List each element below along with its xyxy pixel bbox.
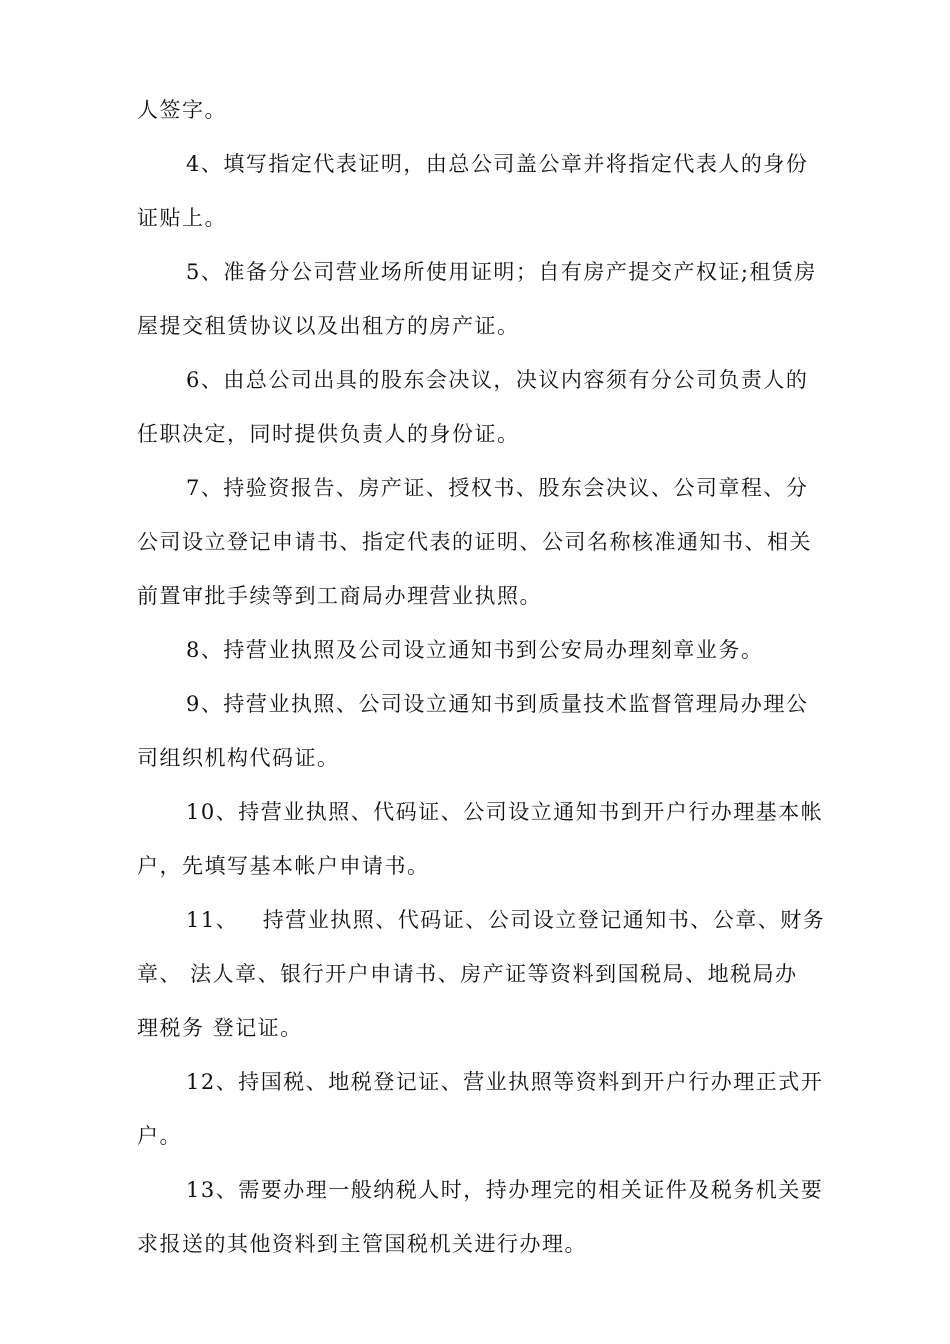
paragraph-line: 章、 法人章、银行开户申请书、房产证等资料到国税局、地税局办: [137, 962, 798, 986]
paragraph-line: 屋提交租赁协议以及出租方的房产证。: [137, 314, 520, 338]
paragraph-line: 公司设立登记申请书、指定代表的证明、公司名称核准通知书、相关: [137, 530, 812, 554]
paragraph-line: 4、填写指定代表证明，由总公司盖公章并将指定代表人的身份: [186, 152, 809, 176]
paragraph-line: 司组织机构代码证。: [137, 746, 340, 770]
paragraph-line: 9、持营业执照、公司设立通知书到质量技术监督管理局办理公: [186, 692, 809, 716]
document-body: [137, 96, 826, 1258]
paragraph-line: 12、持国税、地税登记证、营业执照等资料到开户行办理正式开: [186, 1070, 824, 1094]
paragraph-line: 8、持营业执照及公司设立通知书到公安局办理刻章业务。: [186, 638, 764, 662]
paragraph-line: 7、持验资报告、房产证、授权书、股东会决议、公司章程、分: [186, 476, 809, 500]
paragraph-line: 人签字。: [137, 98, 227, 122]
paragraph-line: 户，先填写基本帐户申请书。: [137, 854, 430, 878]
paragraph-line: 13、需要办理一般纳税人时，持办理完的相关证件及税务机关要: [186, 1178, 824, 1202]
paragraph-line: 证贴上。: [137, 206, 227, 230]
paragraph-line: 理税务 登记证。: [137, 1016, 303, 1040]
paragraph-line: 求报送的其他资料到主管国税机关进行办理。: [137, 1232, 587, 1256]
paragraph-line: 户。: [137, 1124, 182, 1148]
paragraph-line: 5、准备分公司营业场所使用证明；自有房产提交产权证;租赁房: [186, 260, 817, 284]
paragraph-line: 10、持营业执照、代码证、公司设立通知书到开户行办理基本帐: [186, 800, 824, 824]
paragraph-line: 11、 持营业执照、代码证、公司设立登记通知书、公章、财务: [186, 908, 826, 932]
paragraph-line: 任职决定，同时提供负责人的身份证。: [137, 422, 520, 446]
paragraph-line: 6、由总公司出具的股东会决议，决议内容须有分公司负责人的: [186, 368, 809, 392]
paragraph-line: 前置审批手续等到工商局办理营业执照。: [137, 584, 542, 608]
